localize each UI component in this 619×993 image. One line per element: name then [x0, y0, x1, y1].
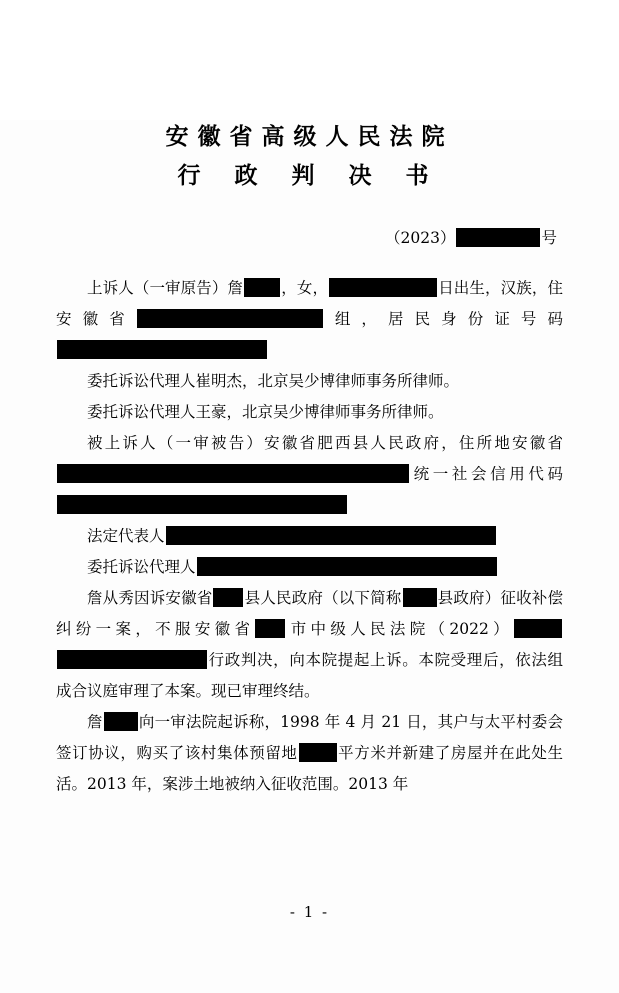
redaction-bar — [57, 650, 207, 669]
case-number-prefix: （2023） — [385, 228, 456, 247]
redaction-bar — [137, 309, 323, 328]
paragraph-appellee: 被上诉人（一审被告）安徽省肥西县人民政府，住所地安徽省统一社会信用代码 — [56, 428, 563, 521]
redaction-bar — [213, 588, 243, 607]
page-number: - 1 - — [289, 903, 330, 921]
paragraph-appellee-agent: 委托诉讼代理人 — [56, 552, 563, 583]
paragraph-legal-rep: 法定代表人 — [56, 521, 563, 552]
redaction-bar — [514, 619, 562, 638]
redaction-bar — [255, 619, 285, 638]
case-number-suffix: 号 — [541, 228, 557, 247]
redaction-bar — [244, 278, 280, 297]
redaction-bar — [403, 588, 437, 607]
paragraph-agent-2: 委托诉讼代理人王豪，北京吴少博律师事务所律师。 — [87, 402, 444, 421]
redaction-bar — [329, 278, 437, 297]
redaction-bar — [57, 340, 267, 359]
redaction-bar — [104, 712, 138, 731]
title-block — [0, 120, 619, 196]
redaction-bar — [57, 495, 347, 514]
page-subtitle: 行 政 判 决 书 — [177, 162, 442, 189]
case-number — [0, 226, 619, 251]
paragraph-agent-1: 委托诉讼代理人崔明杰，北京吴少博律师事务所律师。 — [87, 371, 460, 390]
page-title: 安徽省高级人民法院 — [165, 124, 454, 150]
paragraph-claim: 詹 向一审法院起诉称，1998 年 4 月 21 日，其户与太平村委会签订协议，购买了该村集体预留地 平方米并新建了房屋并在此处生活。2013 年，案涉土地被纳入征收范围。2013 年 — [56, 712, 563, 793]
document-page — [0, 120, 619, 993]
redaction-bar — [166, 526, 496, 545]
paragraph-procedure: 詹从秀因诉安徽省 县人民政府（以下简称 县政府）征收补偿纠纷一案，不服安徽省 市中级人民法院（2022）行政判决，向本院提起上诉。本院受理后，依法组成合议庭审理了本案。现已审理终结。 — [56, 588, 563, 700]
redaction-bar — [197, 557, 497, 576]
paragraph-appellant: 上诉人（一审原告）詹 ，女， 日出生，汉族，住安徽省 组，居民身份证号码 — [56, 273, 563, 366]
document-body — [0, 273, 619, 800]
redaction-bar — [456, 228, 540, 247]
redaction-bar — [299, 743, 337, 762]
redaction-bar — [57, 464, 409, 483]
